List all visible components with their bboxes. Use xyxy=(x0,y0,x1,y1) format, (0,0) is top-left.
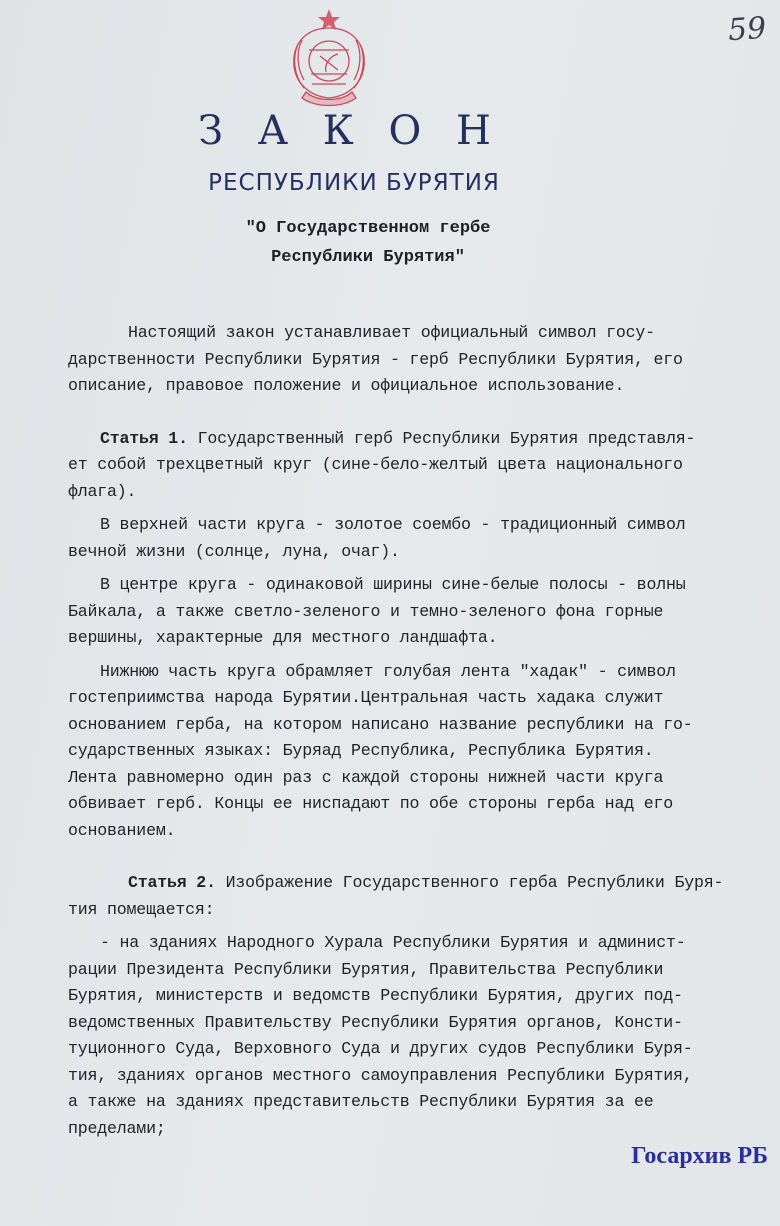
article-2-item-line: пределами; xyxy=(68,1118,166,1138)
document-subtitle: РЕСПУБЛИКИ БУРЯТИЯ xyxy=(208,170,500,196)
law-name xyxy=(0,214,736,272)
article-2-first-line xyxy=(68,870,750,897)
article-2-item-line: ведомственных Правительству Республики Бурятия органов, Консти- xyxy=(68,1012,683,1032)
page-number: 59 xyxy=(726,10,768,49)
law-name-line: "О Государственном гербе xyxy=(245,219,491,238)
article-2-item-line: а также на зданиях представительств Республики Бурятия за ее xyxy=(68,1092,654,1111)
article-1-first-line xyxy=(68,426,750,453)
law-name-line: Республики Бурятия" xyxy=(271,248,465,267)
article-2-item-line: - на зданиях Народного Хурала Республики Бурятия и админист- xyxy=(100,933,686,952)
article-1-line: сударственных языках: Буряад Республика, Республика Бурятия. xyxy=(68,741,654,760)
article-1-line: В центре круга - одинаковой ширины сине-белые полосы - волны xyxy=(100,575,686,594)
article-1-line: Байкала, а также светло-зеленого и темно-зеленого фона горные xyxy=(68,601,664,621)
article-2-text: Изображение Государственного герба Республики Буря- xyxy=(215,873,724,892)
intro-line: Настоящий закон устанавливает официальный символ госу- xyxy=(128,323,655,342)
article-1-heading: Статья 1. xyxy=(100,428,188,448)
archive-stamp: Госархив РБ xyxy=(631,1143,768,1169)
article-1-text: Государственный герб Республики Бурятия представля- xyxy=(187,428,696,448)
article-2-item-line: туционного Суда, Верховного Суда и других судов Республики Буря- xyxy=(68,1039,693,1058)
intro-line: дарственности Республики Бурятия - герб Республики Бурятия, его xyxy=(68,349,683,369)
article-1-line: ет собой трехцветный круг (сине-бело-желтый цвета национального xyxy=(68,455,683,474)
article-1-line: вечной жизни (солнце, луна, очаг). xyxy=(68,541,400,561)
document-body xyxy=(68,320,750,1142)
article-1-line: основанием. xyxy=(68,820,176,840)
document-title: З А К О Н xyxy=(198,108,502,154)
article-2-item-line: тия, зданиях органов местного самоуправления Республики Бурятия, xyxy=(68,1065,693,1085)
article-1-line: флага). xyxy=(68,481,137,501)
coat-of-arms-icon xyxy=(284,6,374,108)
article-1-line: обвивает герб. Концы ее ниспадают по обе стороны герба над его xyxy=(68,794,673,813)
article-1-line: гостеприимства народа Бурятии.Центральная часть хадака служит xyxy=(68,688,664,707)
article-1-line: В верхней части круга - золотое соембо - традиционный символ xyxy=(100,515,686,534)
article-1-line: Лента равномерно один раз с каждой стороны нижней части круга xyxy=(68,767,664,787)
article-2-item-line: Бурятия, министерств и ведомств Республики Бурятия, других под- xyxy=(68,986,683,1005)
article-2-line: тия помещается: xyxy=(68,899,215,919)
intro-line: описание, правовое положение и официальное использование. xyxy=(68,376,625,395)
article-1-line: вершины, характерные для местного ландшафта. xyxy=(68,628,498,647)
article-2-item-line: рации Президента Республики Бурятия, Правительства Республики xyxy=(68,959,664,979)
article-1-line: Нижнюю часть круга обрамляет голубая лента "хадак" - символ xyxy=(100,661,676,681)
article-2-heading: Статья 2. xyxy=(128,873,216,892)
article-1-line: основанием герба, на котором написано название республики на го- xyxy=(68,714,693,734)
